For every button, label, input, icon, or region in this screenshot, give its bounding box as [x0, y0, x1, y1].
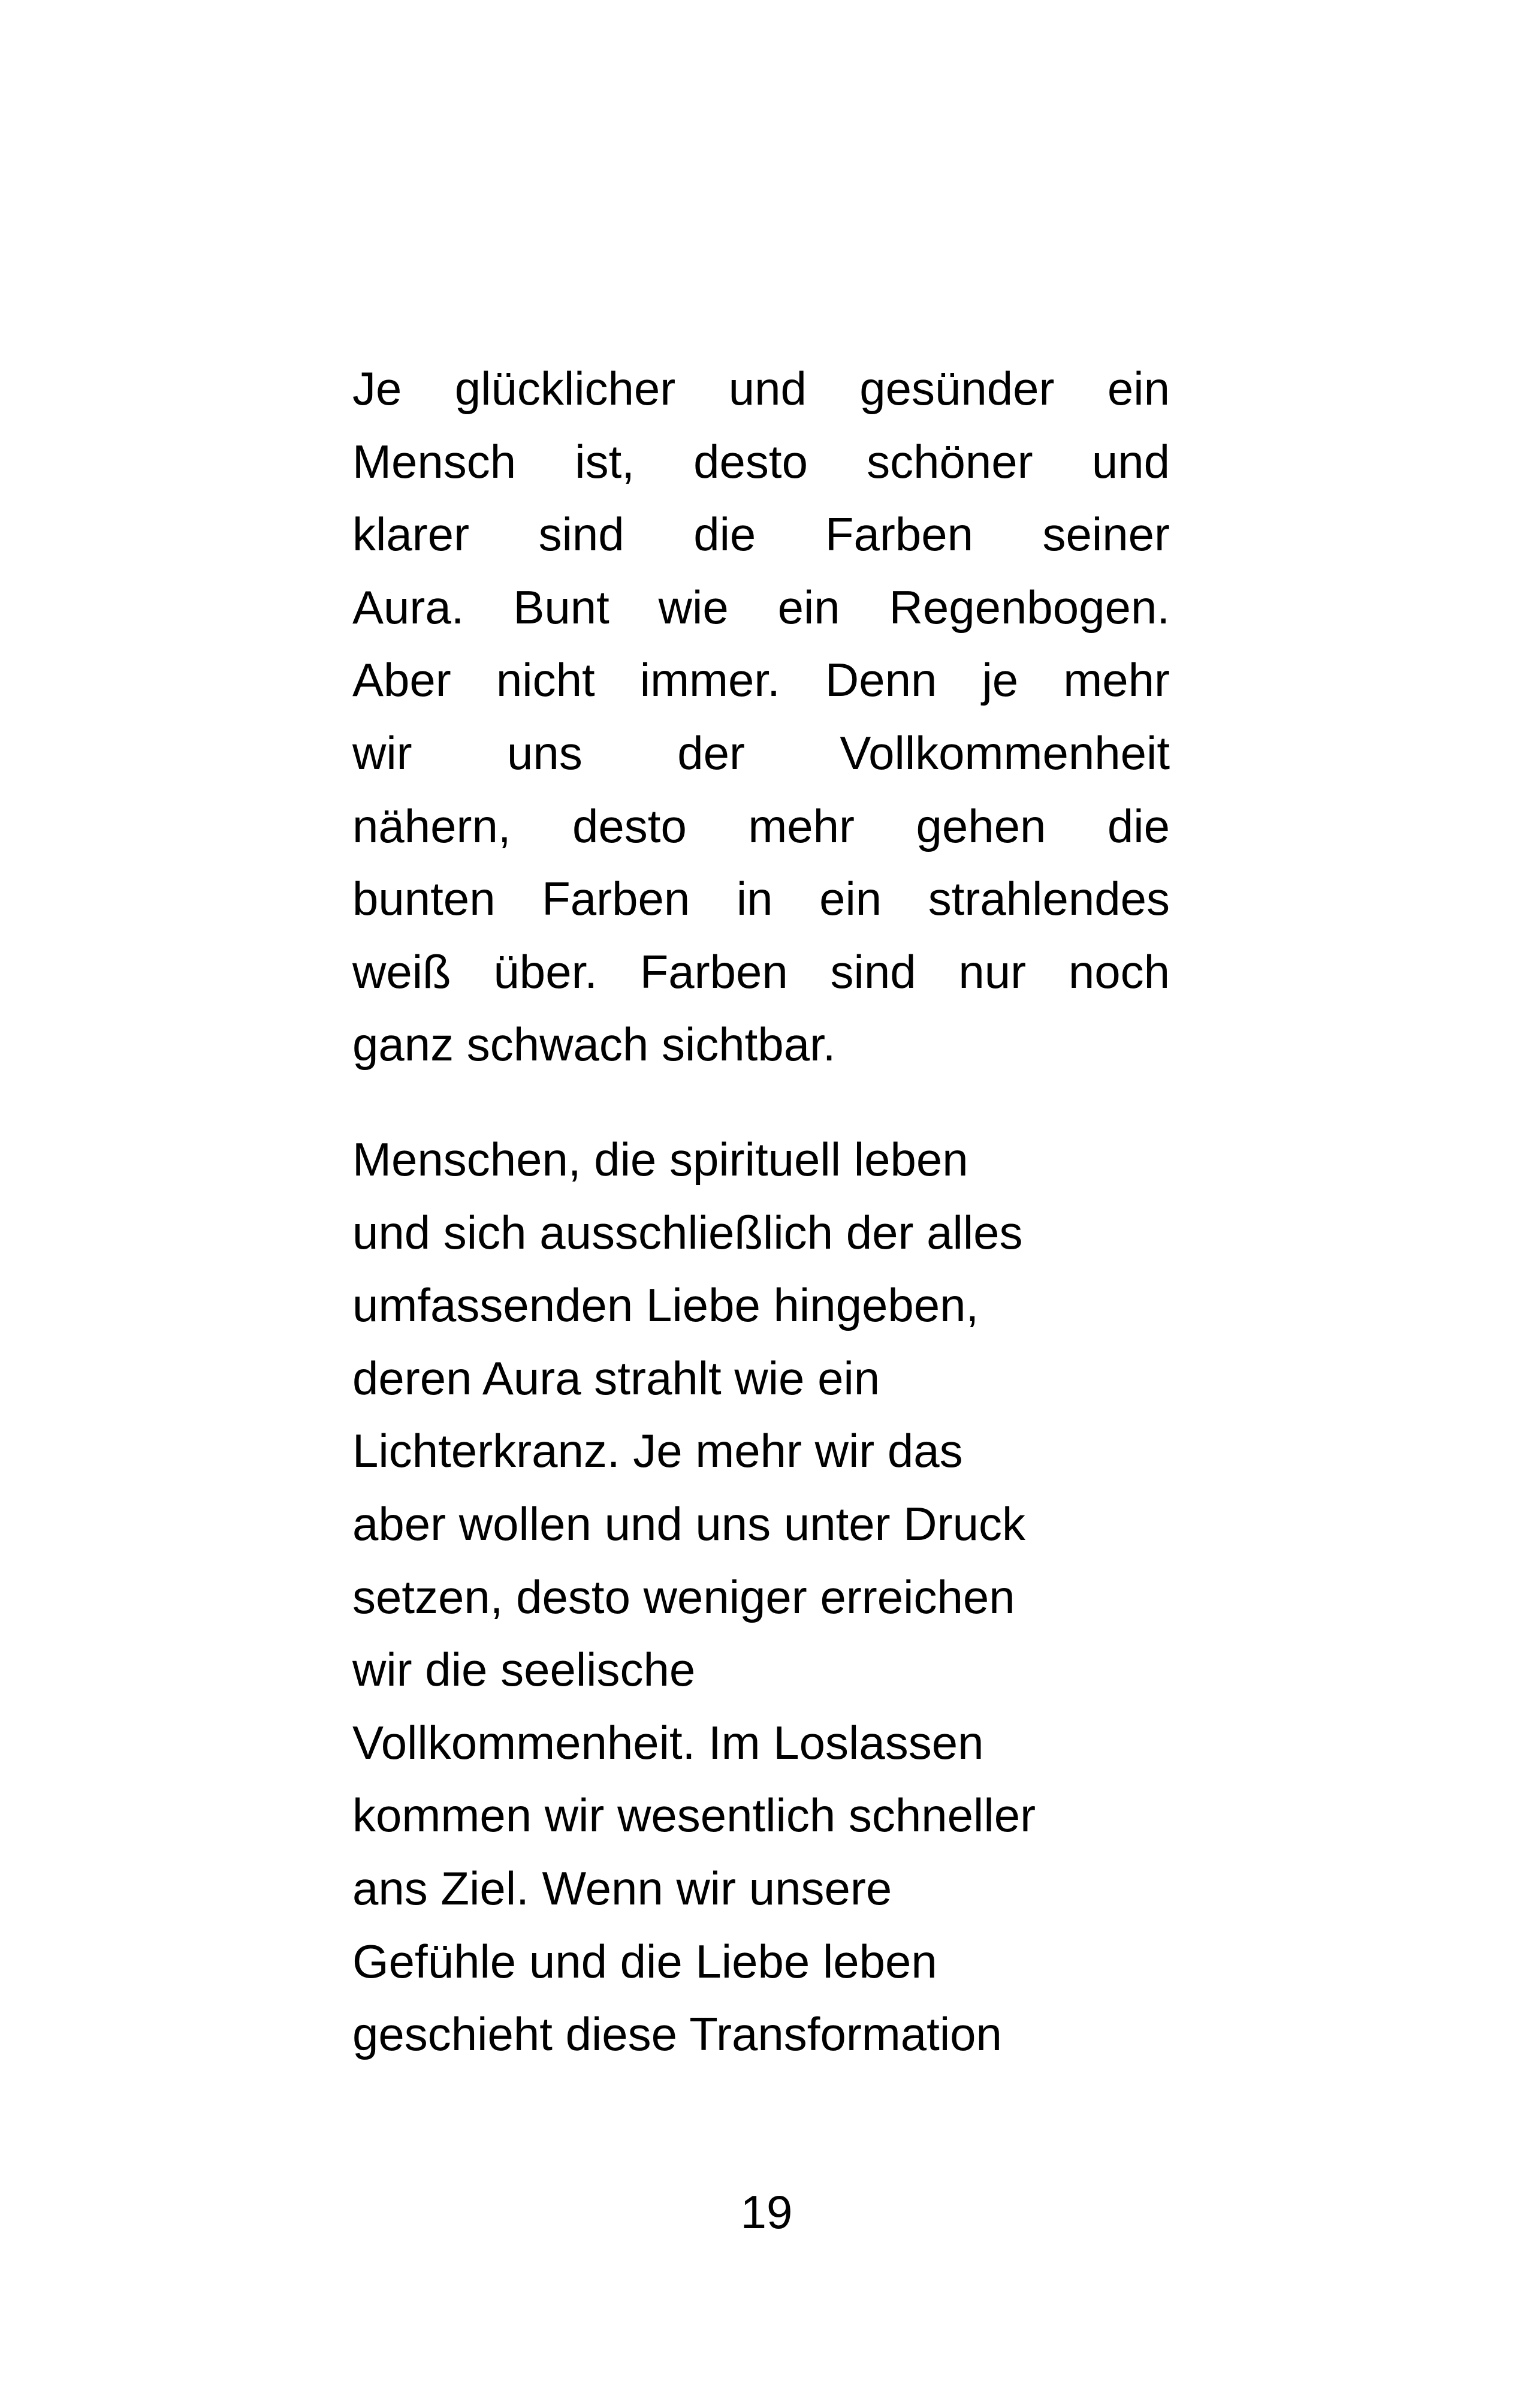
- text-line: deren Aura strahlt wie ein: [352, 1351, 880, 1405]
- paragraph-spiritual-love: [352, 1123, 1170, 2071]
- text-line: kommen wir wesentlich schneller: [352, 1789, 1036, 1842]
- text-line: aber wollen und uns unter Druck: [352, 1497, 1025, 1550]
- text-line: Aber nicht immer. Denn je mehr: [352, 653, 1170, 707]
- text-line: klarer sind die Farben seiner: [352, 508, 1170, 561]
- text-line: und sich ausschließlich der alles: [352, 1205, 1023, 1259]
- page-number: 19: [740, 2186, 793, 2238]
- text-line: Mensch ist, desto schöner und: [352, 435, 1170, 488]
- text-line: bunten Farben in ein strahlendes: [352, 872, 1170, 926]
- text-line: weiß über. Farben sind nur noch: [352, 945, 1170, 998]
- text-line: Lichterkranz. Je mehr wir das: [352, 1424, 963, 1478]
- text-line: setzen, desto weniger erreichen: [352, 1570, 1015, 1623]
- text-line: ans Ziel. Wenn wir unsere: [352, 1861, 892, 1915]
- text-line: Gefühle und die Liebe leben: [352, 1934, 937, 1988]
- text-line: geschieht diese Transformation: [352, 2008, 1002, 2061]
- text-line: Vollkommenheit. Im Loslassen: [352, 1716, 984, 1769]
- text-line: wir die seelische: [352, 1643, 696, 1696]
- text-line: Je glücklicher und gesünder ein: [352, 362, 1170, 415]
- text-line: nähern, desto mehr gehen die: [352, 799, 1170, 852]
- text-line: ganz schwach sichtbar.: [352, 1018, 836, 1071]
- text-line: wir uns der Vollkommenheit: [352, 726, 1170, 779]
- text-line: umfassenden Liebe hingeben,: [352, 1279, 979, 1332]
- text-line: Aura. Bunt wie ein Regenbogen.: [352, 580, 1170, 634]
- text-line: Menschen, die spirituell leben: [352, 1133, 968, 1186]
- paragraph-aura-colors: [352, 352, 1170, 1081]
